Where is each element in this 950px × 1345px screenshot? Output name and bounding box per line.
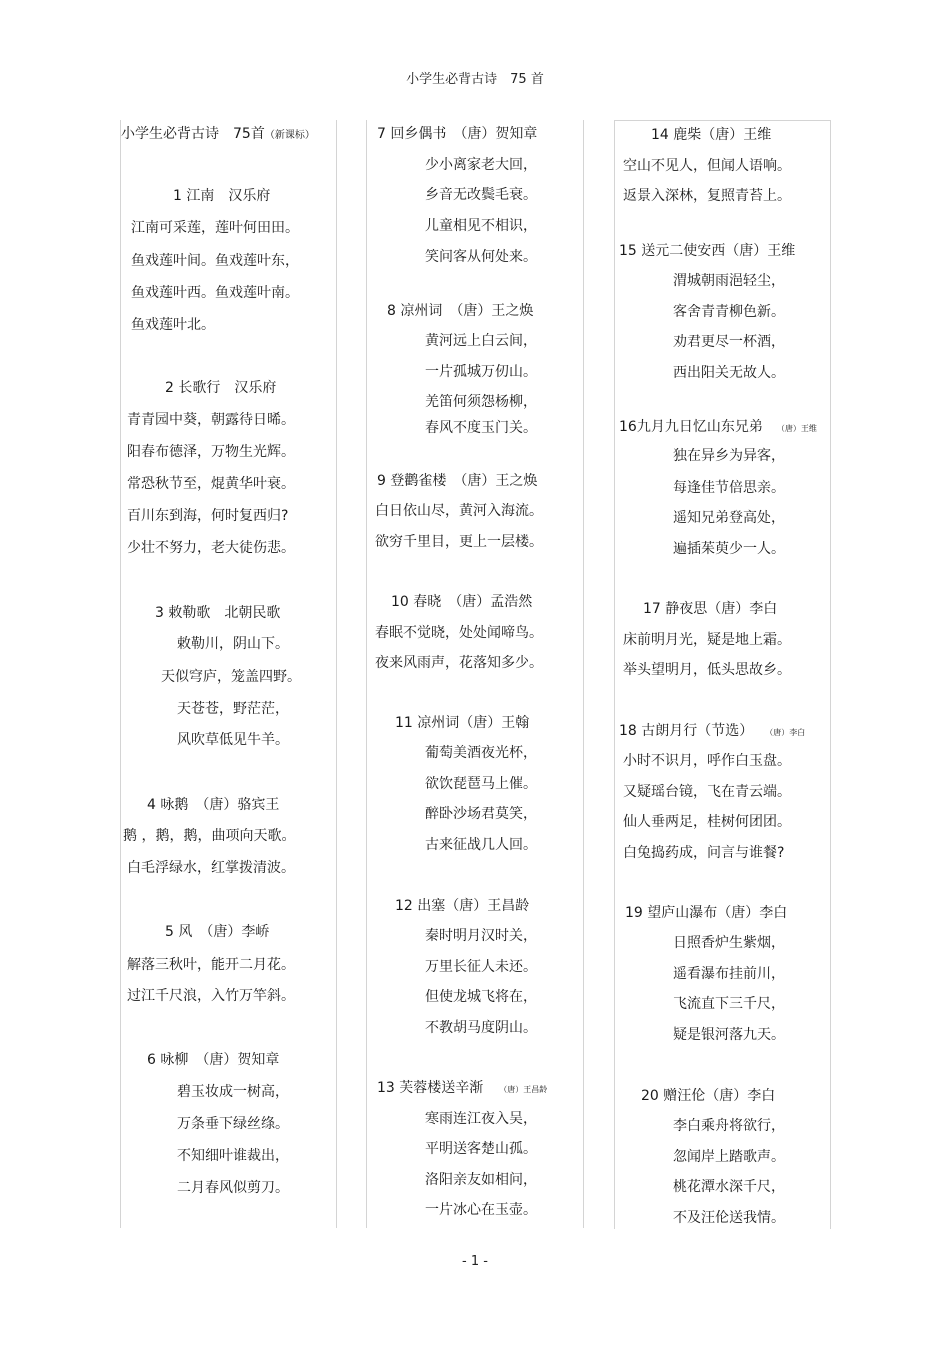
poem-8-line: 春风不度玉门关。 <box>425 420 537 436</box>
poem-15-line: 客舍青青柳色新。 <box>673 304 785 320</box>
poem-15-line: 劝君更尽一杯酒， <box>673 334 785 350</box>
poem-4-line: 鹅 ，鹅，鹅，曲项向天歌。 <box>123 828 296 844</box>
poem-3-line: 天似穹庐，笼盖四野。 <box>161 669 301 685</box>
poem-12-line: 秦时明月汉时关， <box>425 928 537 944</box>
poem-11-line: 古来征战几人回。 <box>425 837 537 853</box>
poem-13-line: 平明送客楚山孤。 <box>425 1141 537 1157</box>
poem-15-title: 15 送元二使安西（唐）王维 <box>619 243 796 259</box>
poem-6-line: 万条垂下绿丝绦。 <box>177 1116 289 1132</box>
poem-9-title: 9 登鹳雀楼 （唐）王之焕 <box>377 473 538 489</box>
poem-14-title: 14 鹿柴（唐）王维 <box>651 127 772 143</box>
page-header: 小学生必背古诗 75 首 <box>406 72 544 87</box>
poem-12-line: 万里长征人未还。 <box>425 959 537 975</box>
poem-4-line: 白毛浮绿水，红掌拨清波。 <box>127 860 295 876</box>
poem-2-line: 百川东到海，何时复西归? <box>127 508 289 524</box>
poem-6-line: 碧玉妆成一树高， <box>177 1084 289 1100</box>
poem-2-title: 2 长歌行 汉乐府 <box>165 380 277 396</box>
poem-12-line: 但使龙城飞将在， <box>425 989 537 1005</box>
poem-4-title: 4 咏鹅 （唐）骆宾王 <box>147 797 280 813</box>
poem-18-line: 白兔捣药成，问言与谁餐? <box>623 845 785 861</box>
poem-2-line: 青青园中葵，朝露待日晞。 <box>127 412 295 428</box>
poem-8-line: 羌笛何须怨杨柳， <box>425 394 537 410</box>
poem-5-line: 解落三秋叶，能开二月花。 <box>127 957 295 973</box>
poem-19-line: 疑是银河落九天。 <box>673 1027 785 1043</box>
poem-16-line: 遥知兄弟登高处， <box>673 510 785 526</box>
poem-9-line: 欲穷千里目，更上一层楼。 <box>375 534 543 550</box>
poem-6-title: 6 咏柳 （唐）贺知章 <box>147 1052 280 1068</box>
poem-1-line: 鱼戏莲叶北。 <box>131 317 215 333</box>
poem-19-title: 19 望庐山瀑布（唐）李白 <box>625 905 788 921</box>
poem-19-line: 日照香炉生紫烟， <box>673 935 785 951</box>
poem-13-line: 寒雨连江夜入吴， <box>425 1111 537 1127</box>
poem-1-line: 江南可采莲，莲叶何田田。 <box>131 220 299 236</box>
poem-11-title: 11 凉州词（唐）王翰 <box>395 715 530 731</box>
poem-6-line: 二月春风似剪刀。 <box>177 1180 289 1196</box>
poem-3-line: 敕勒川，阴山下。 <box>177 636 289 652</box>
poem-11-line: 醉卧沙场君莫笑， <box>425 806 537 822</box>
poem-1-line: 鱼戏莲叶间。鱼戏莲叶东， <box>131 253 299 269</box>
poem-1-title: 1 江南 汉乐府 <box>173 188 271 204</box>
poem-8-line: 一片孤城万仞山。 <box>425 364 537 380</box>
poem-7-line: 笑问客从何处来。 <box>425 249 537 265</box>
poem-7-line: 儿童相见不相识， <box>425 218 537 234</box>
poem-7-line: 乡音无改鬓毛衰。 <box>425 187 537 203</box>
poem-20-line: 忽闻岸上踏歌声。 <box>673 1149 785 1165</box>
poem-6-line: 不知细叶谁裁出， <box>177 1148 289 1164</box>
page-number: - 1 - <box>462 1254 488 1269</box>
poem-20-line: 不及汪伦送我情。 <box>673 1210 785 1226</box>
poem-8-line: 黄河远上白云间， <box>425 333 537 349</box>
poem-13-title: 13 芙蓉楼送辛渐 （唐）王昌龄 <box>377 1080 548 1096</box>
poem-12-line: 不教胡马度阴山。 <box>425 1020 537 1036</box>
poem-13-line: 一片冰心在玉壶。 <box>425 1202 537 1218</box>
poem-18-line: 小时不识月，呼作白玉盘。 <box>623 753 791 769</box>
poem-14-line: 空山不见人，但闻人语响。 <box>623 158 791 174</box>
poem-20-line: 桃花潭水深千尺， <box>673 1179 785 1195</box>
poem-10-title: 10 春晓 （唐）孟浩然 <box>391 594 533 610</box>
poem-19-line: 遥看瀑布挂前川， <box>673 966 785 982</box>
poem-3-title: 3 敕勒歌 北朝民歌 <box>155 605 281 621</box>
poem-1-line: 鱼戏莲叶西。鱼戏莲叶南。 <box>131 285 299 301</box>
poem-13-line: 洛阳亲友如相问， <box>425 1172 537 1188</box>
poem-2-line: 常恐秋节至，焜黄华叶衰。 <box>127 476 295 492</box>
poem-14-line: 返景入深林，复照青苔上。 <box>623 188 791 204</box>
column-3 <box>614 120 831 1229</box>
poem-18-line: 仙人垂两足，桂树何团团。 <box>623 814 791 830</box>
poem-7-line: 少小离家老大回， <box>425 157 537 173</box>
poem-16-line: 遍插茱萸少一人。 <box>673 541 785 557</box>
poem-2-line: 阳春布德泽，万物生光辉。 <box>127 444 295 460</box>
poem-11-line: 葡萄美酒夜光杯， <box>425 745 537 761</box>
poem-19-line: 飞流直下三千尺， <box>673 996 785 1012</box>
column-2 <box>366 120 584 1228</box>
poem-10-line: 夜来风雨声，花落知多少。 <box>375 655 543 671</box>
poem-10-line: 春眠不觉晓，处处闻啼鸟。 <box>375 625 543 641</box>
poem-16-line: 每逢佳节倍思亲。 <box>673 480 785 496</box>
poem-12-title: 12 出塞（唐）王昌龄 <box>395 898 530 914</box>
document-title: 小学生必背古诗 75首（新课标） <box>121 126 315 142</box>
poem-3-line: 风吹草低见牛羊。 <box>177 732 289 748</box>
poem-17-title: 17 静夜思（唐）李白 <box>643 601 778 617</box>
poem-3-line: 天苍苍，野茫茫， <box>177 701 289 717</box>
poem-16-line: 独在异乡为异客， <box>673 448 785 464</box>
poem-5-line: 过江千尺浪，入竹万竿斜。 <box>127 988 295 1004</box>
poem-15-line: 渭城朝雨浥轻尘， <box>673 273 785 289</box>
poem-9-line: 白日依山尽，黄河入海流。 <box>375 503 543 519</box>
poem-7-title: 7 回乡偶书 （唐）贺知章 <box>377 126 538 142</box>
poem-18-line: 又疑瑶台镜，飞在青云端。 <box>623 784 791 800</box>
poem-8-title: 8 凉州词 （唐）王之焕 <box>387 303 534 319</box>
poem-2-line: 少壮不努力，老大徒伤悲。 <box>127 540 295 556</box>
poem-20-title: 20 赠汪伦（唐）李白 <box>641 1088 776 1104</box>
poem-16-title: 16九月九日忆山东兄弟 （唐）王维 <box>619 419 817 435</box>
poem-20-line: 李白乘舟将欲行， <box>673 1118 785 1134</box>
poem-5-title: 5 风 （唐）李峤 <box>165 924 270 940</box>
column-1 <box>120 120 337 1228</box>
poem-11-line: 欲饮琵琶马上催。 <box>425 776 537 792</box>
poem-17-line: 床前明月光，疑是地上霜。 <box>623 632 791 648</box>
poem-17-line: 举头望明月，低头思故乡。 <box>623 662 791 678</box>
poem-18-title: 18 古朗月行（节选） （唐）李白 <box>619 723 806 739</box>
poem-15-line: 西出阳关无故人。 <box>673 365 785 381</box>
